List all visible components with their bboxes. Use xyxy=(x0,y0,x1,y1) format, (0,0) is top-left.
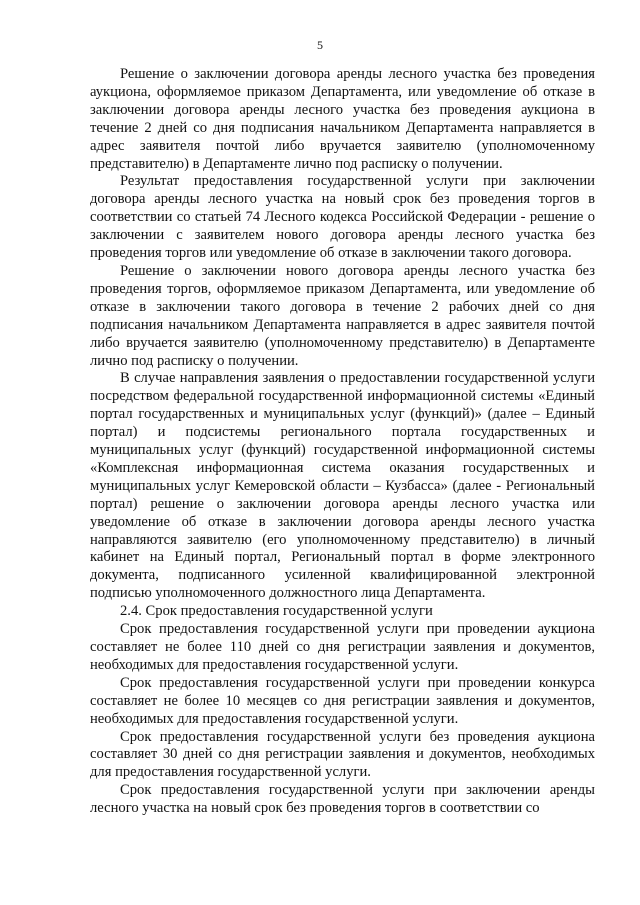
paragraph-term-competition: Срок предоставления государственной услуги при проведении конкурса составляет не более 10 месяцев со дня регистрации заявления и документов, необходимых для предоставления государственной услуги. xyxy=(90,674,595,727)
page-number: 5 xyxy=(317,38,323,52)
document-body xyxy=(90,66,595,818)
paragraph-term-auction: Срок предоставления государственной услуги при проведении аукциона составляет не более 110 дней со дня регистрации заявления и документов, необходимых для предоставления государственной услуги. xyxy=(90,621,595,673)
paragraph-decision-new-contract: Решение о заключении нового договора аренды лесного участка без проведения торгов, оформляемое приказом Департамента, или уведомление об отказе в заключении такого договора в течение 2 рабочих дней со дня подписания начальником Департамента направляется в адрес заявителя почтой либо вручается заявителю (уполномоченному представителю) в Департаменте лично под расписку о получении. xyxy=(90,262,595,369)
paragraph-electronic-submission: В случае направления заявления о предоставлении государственной услуги посредством федеральной государственной информационной системы «Единый портал государственных и муниципальных услуг (функций)» (далее – Единый портал) и подсистемы регионального портала государственных и муниципальных услуг (функций) государственной информационной системы «Комплексная информационная система оказания государственных и муниципальных услуг Кемеровской области – Кузбасса» (далее - Региональный портал) решение о заключении договора аренды лесного участка или уведомление об отказе в заключении договора аренды лесного участка направляются заявителю (его уполномоченному представителю) в личный кабинет на Единый портал, Региональный портал в форме электронного документа, подписанного усиленной квалифицированной электронной подписью уполномоченного должностного лица Департамента. xyxy=(90,370,595,602)
paragraph-result-new-term: Результат предоставления государственной услуги при заключении договора аренды лесного участка на новый срок без проведения торгов в соответствии со статьей 74 Лесного кодекса Российской Федерации - решение о заключении с заявителем нового договора аренды лесного участка без проведения торгов или уведомление об отказе в заключении такого договора. xyxy=(90,173,595,262)
paragraph-decision-no-auction: Решение о заключении договора аренды лесного участка без проведения аукциона, оформляемое приказом Департамента, или уведомление об отказе в заключении договора аренды лесного участка без проведения аукциона в течение 2 дней со дня подписания начальником Департамента направляется в адрес заявителя почтой либо вручается заявителю (уполномоченному представителю) в Департаменте лично под расписку о получении. xyxy=(90,66,595,172)
section-heading-2-4: 2.4. Срок предоставления государственной услуги xyxy=(120,603,433,620)
paragraph-term-new-term: Срок предоставления государственной услуги при заключении аренды лесного участка на новый срок без проведения торгов в соответствии со xyxy=(90,782,595,817)
paragraph-term-no-auction: Срок предоставления государственной услуги без проведения аукциона составляет 30 дней со дня регистрации заявления и документов, необходимых для предоставления государственной услуги. xyxy=(90,728,595,781)
